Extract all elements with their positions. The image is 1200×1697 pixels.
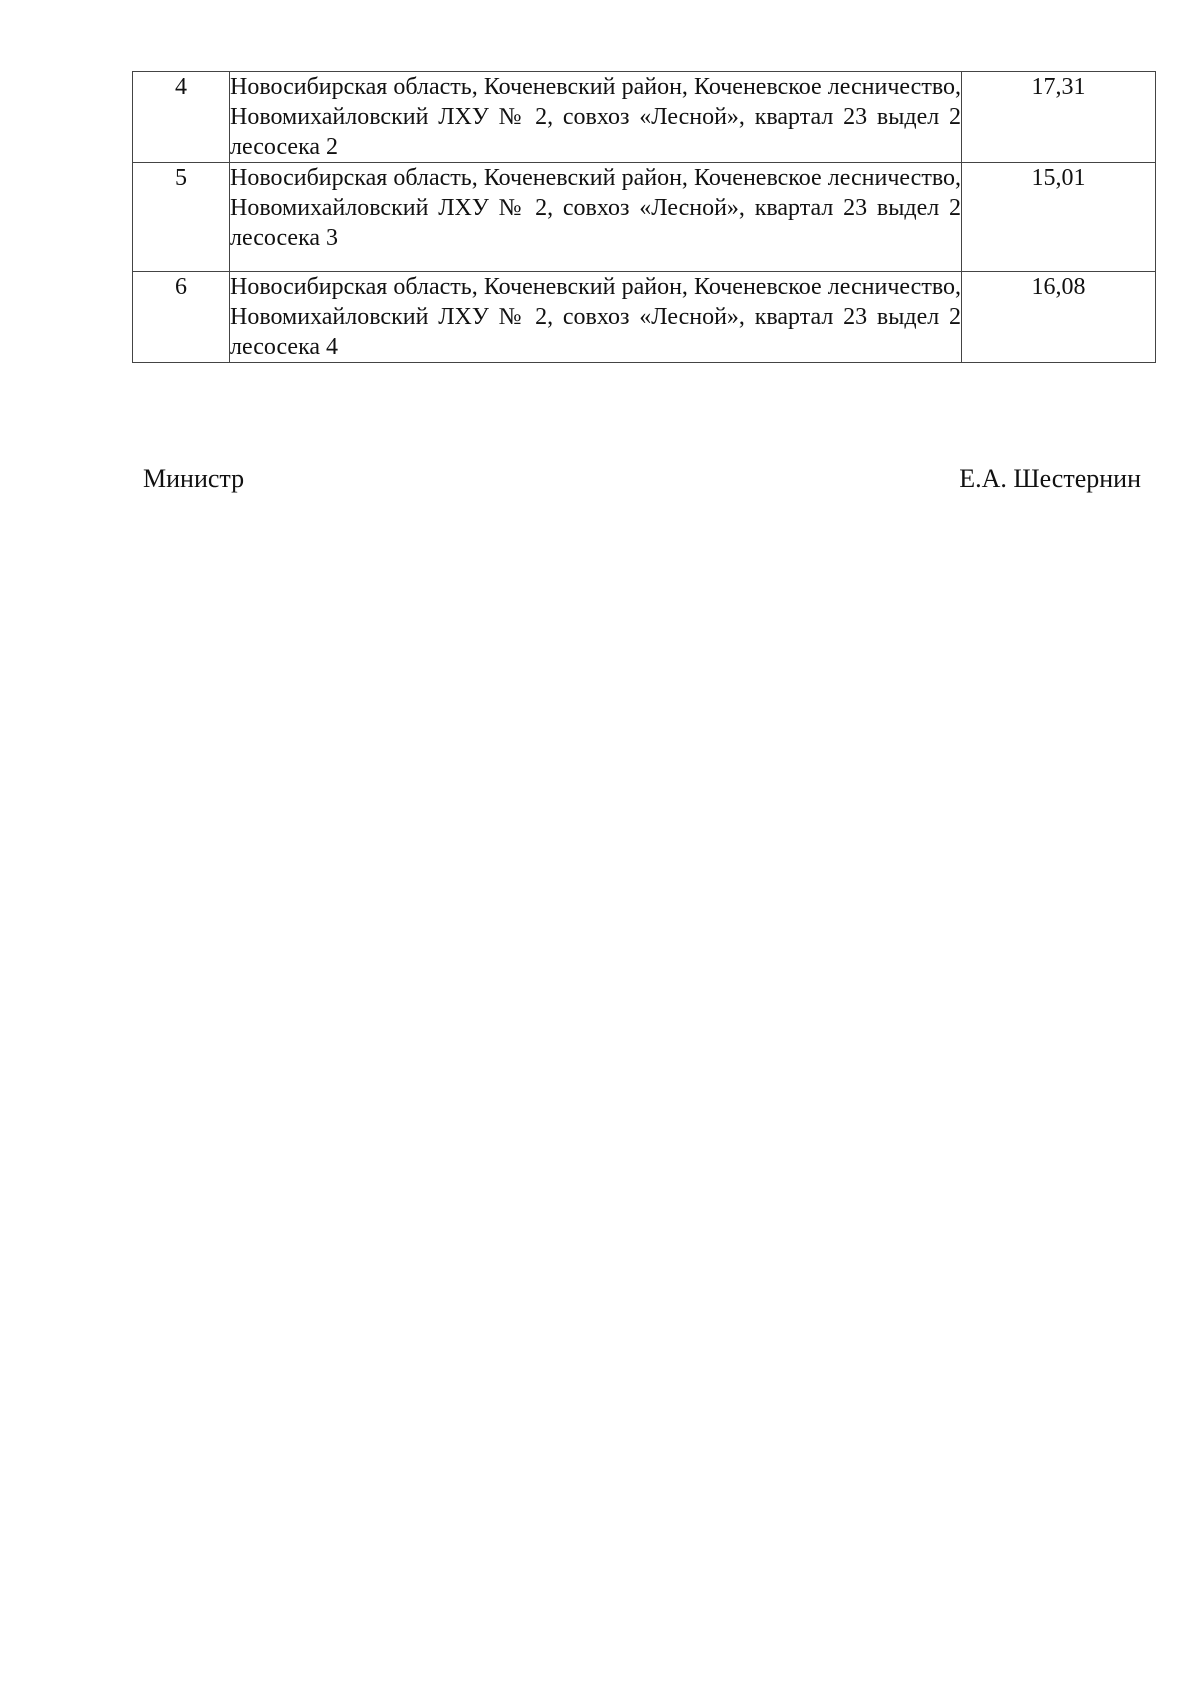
signatory-position: Министр xyxy=(143,464,245,493)
table-row xyxy=(133,72,1156,163)
table-row xyxy=(133,163,1156,272)
row-area: 16,08 xyxy=(962,272,1156,363)
signatory-name: Е.А. Шестернин xyxy=(959,464,1141,493)
plots-table xyxy=(132,71,1156,363)
row-location: Новосибирская область, Коченевский район, Коченевское лесничество, Новомихайловский ЛХУ № 2, совхоз «Лесной», квартал 23 выдел 2 лесосека 2 xyxy=(230,72,962,163)
row-number: 5 xyxy=(133,163,230,272)
table-row xyxy=(133,272,1156,363)
row-number: 6 xyxy=(133,272,230,363)
row-area: 15,01 xyxy=(962,163,1156,272)
row-area: 17,31 xyxy=(962,72,1156,163)
row-number: 4 xyxy=(133,72,230,163)
row-location: Новосибирская область, Коченевский район, Коченевское лесничество, Новомихайловский ЛХУ № 2, совхоз «Лесной», квартал 23 выдел 2 лесосека 3 xyxy=(230,163,962,272)
signature-block xyxy=(143,463,1141,495)
row-location: Новосибирская область, Коченевский район, Коченевское лесничество, Новомихайловский ЛХУ № 2, совхоз «Лесной», квартал 23 выдел 2 лесосека 4 xyxy=(230,272,962,363)
